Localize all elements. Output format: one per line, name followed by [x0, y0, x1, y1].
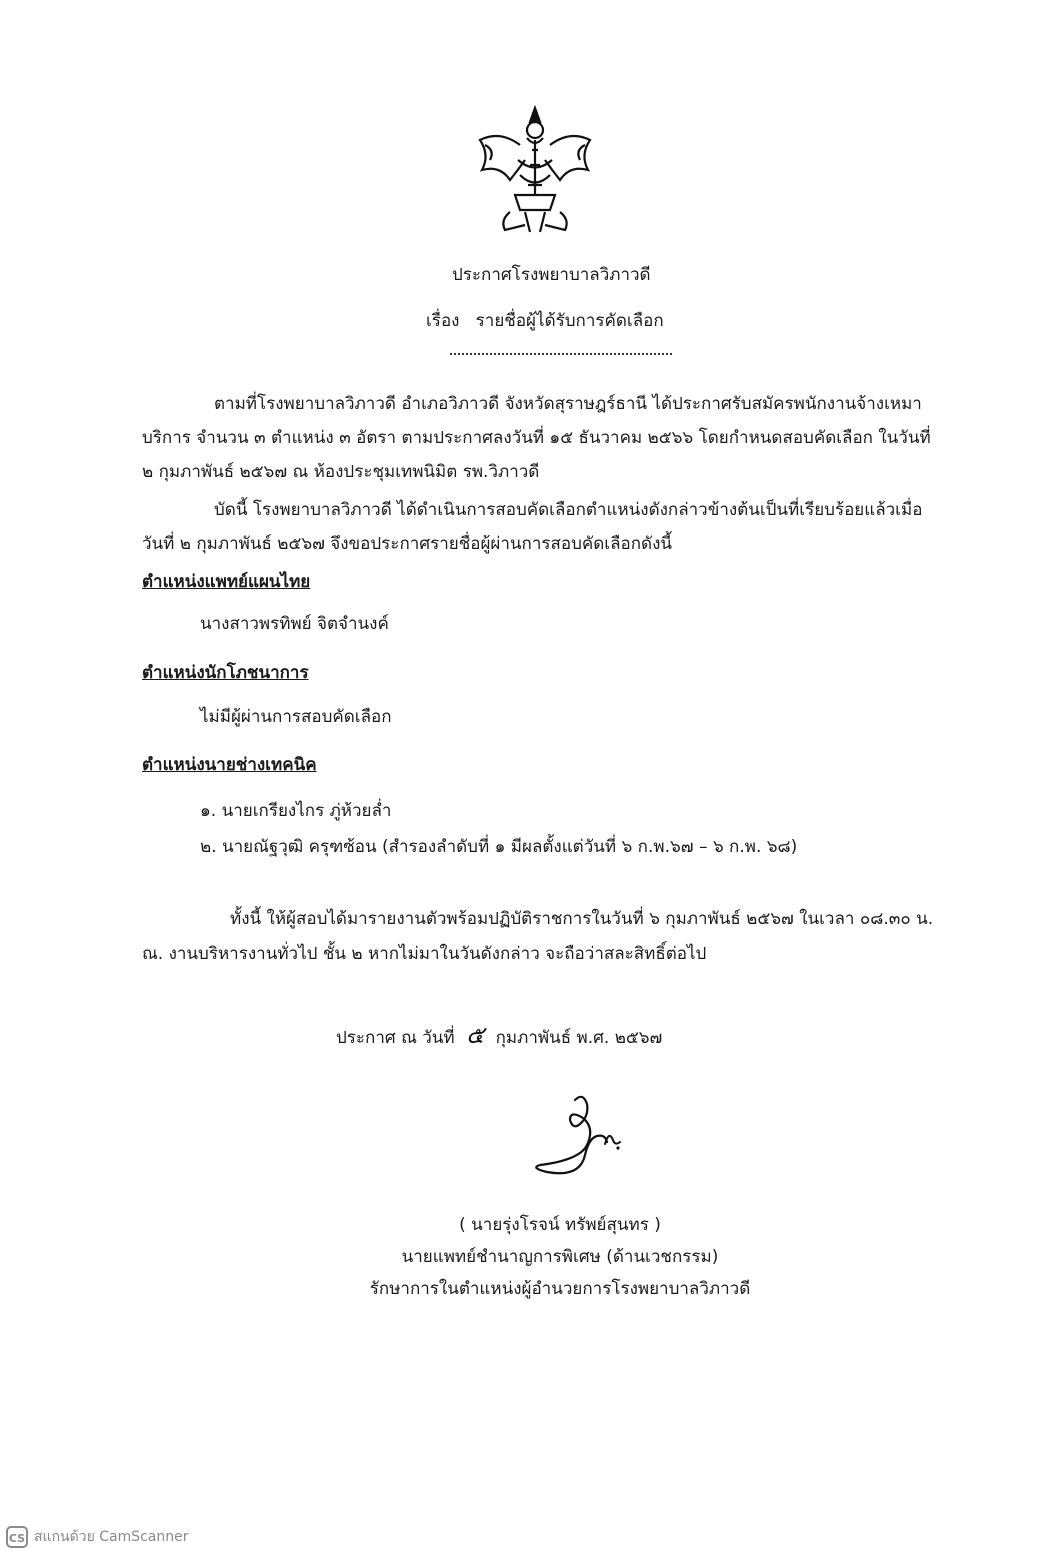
list-item: ๑. นายเกรียงไกร ภู่ห้วยล่ำ: [200, 801, 392, 821]
para2-line2: วันที่ ๒ กุมภาพันธ์ ๒๕๖๗ จึงขอประกาศรายชื่อผู้ผ่านการสอบคัดเลือกดังนี้: [142, 534, 672, 554]
signatory-title-2: รักษาการในตำแหน่งผู้อำนวยการโรงพยาบาลวิภาวดี: [369, 1279, 751, 1299]
position-title-technician: ตำแหน่งนายช่างเทคนิค: [142, 755, 317, 775]
list-item: ๒. นายณัฐวุฒิ ครุฑซ้อน (สำรองลำดับที่ ๑ มีผลตั้งแต่วันที่ ๖ ก.พ.๖๗ – ๖ ก.พ. ๖๘): [200, 837, 798, 857]
signatory-name: ( นายรุ่งโรจน์ ทรัพย์สุนทร ): [459, 1215, 661, 1235]
camscanner-logo-icon: CS: [6, 1526, 28, 1548]
para1-line1: ตามที่โรงพยาบาลวิภาวดี อำเภอวิภาวดี จังหวัดสุราษฎร์ธานี ได้ประกาศรับสมัครพนักงานจ้างเหมา: [214, 394, 922, 414]
announcement-date: [336, 1015, 662, 1054]
date-day: ๕: [466, 1021, 485, 1049]
para2-line1: บัดนี้ โรงพยาบาลวิภาวดี ได้ดำเนินการสอบคัดเลือกตำแหน่งดังกล่าวข้างต้นเป็นที่เรียบร้อยแล้วเมื่อ: [214, 500, 923, 520]
signatory-title-1: นายแพทย์ชำนาญการพิเศษ (ด้านเวชกรรม): [401, 1247, 719, 1267]
watermark-text: สแกนด้วย CamScanner: [34, 1529, 189, 1545]
closing-line1: ทั้งนี้ ให้ผู้สอบได้มารายงานตัวพร้อมปฏิบัติราชการในวันที่ ๖ กุมภาพันธ์ ๒๕๖๗ ในเวลา ๐๘.๓๐ น.: [230, 909, 934, 929]
list-item: ไม่มีผู้ผ่านการสอบคัดเลือก: [200, 707, 392, 727]
para1-line2: บริการ จำนวน ๓ ตำแหน่ง ๓ อัตรา ตามประกาศลงวันที่ ๑๕ ธันวาคม ๒๕๖๖ โดยกำหนดสอบคัดเลือก ในวันที่: [142, 428, 931, 448]
closing-line2: ณ. งานบริหารงานทั่วไป ชั้น ๒ หากไม่มาในวันดังกล่าว จะถือว่าสละสิทธิ์ต่อไป: [142, 944, 707, 964]
subject-text: รายชื่อผู้ได้รับการคัดเลือก: [475, 311, 664, 331]
subject-line: [426, 307, 664, 334]
date-suffix: กุมภาพันธ์ พ.ศ. ๒๕๖๗: [495, 1028, 663, 1048]
position-title-nutritionist: ตำแหน่งนักโภชนาการ: [142, 663, 309, 683]
garuda-emblem-icon: [470, 100, 600, 240]
subject-label: เรื่อง: [426, 311, 460, 331]
signature-icon: [525, 1090, 635, 1190]
camscanner-watermark: [6, 1526, 189, 1548]
para1-line3: ๒ กุมภาพันธ์ ๒๕๖๗ ณ ห้องประชุมเทพนิมิต รพ.วิภาวดี: [142, 462, 540, 482]
date-prefix: ประกาศ ณ วันที่: [336, 1028, 455, 1048]
announcement-title: ประกาศโรงพยาบาลวิภาวดี: [452, 265, 651, 285]
title-divider: [450, 353, 672, 355]
list-item: นางสาวพรทิพย์ จิตจำนงค์: [200, 614, 389, 634]
position-title-thai-medicine: ตำแหน่งแพทย์แผนไทย: [142, 572, 311, 592]
